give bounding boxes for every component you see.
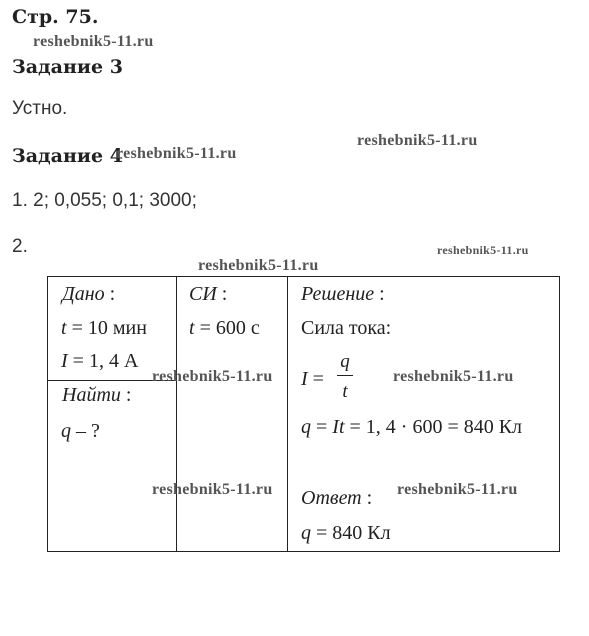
- solution-heading: Решение :: [301, 283, 385, 305]
- solution-text: Сила тока:: [301, 317, 392, 339]
- find-charge: q – ?: [61, 420, 100, 442]
- find-heading: Найти :: [62, 384, 132, 406]
- formula-lhs: I =: [301, 368, 324, 390]
- given-time: t = 10 мин: [61, 317, 147, 339]
- task3-text: Устно.: [12, 98, 68, 119]
- table-divider: [176, 277, 177, 551]
- watermark: reshebnik5-11.ru: [152, 368, 273, 385]
- si-heading: СИ :: [189, 283, 228, 305]
- watermark: reshebnik5-11.ru: [116, 145, 237, 162]
- watermark: reshebnik5-11.ru: [393, 368, 514, 385]
- task3-title: Задание 3: [12, 56, 123, 78]
- task4-item1: 1. 2; 0,055; 0,1; 3000;: [12, 190, 197, 211]
- page-label: Стр. 75.: [12, 6, 99, 28]
- formula-denominator: t: [342, 381, 348, 402]
- watermark: reshebnik5-11.ru: [152, 481, 273, 498]
- fraction-bar: [337, 375, 353, 376]
- watermark: reshebnik5-11.ru: [198, 257, 319, 274]
- answer-value: q = 840 Кл: [301, 522, 391, 544]
- task4-item2: 2.: [12, 236, 28, 257]
- table-divider: [287, 277, 288, 551]
- calculation: q = It = 1, 4 · 600 = 840 Кл: [301, 416, 523, 438]
- given-current: I = 1, 4 А: [61, 350, 139, 372]
- si-time: t = 600 с: [189, 317, 260, 339]
- watermark: reshebnik5-11.ru: [437, 243, 529, 257]
- given-heading: Дано :: [62, 283, 116, 305]
- watermark: reshebnik5-11.ru: [397, 481, 518, 498]
- answer-heading: Ответ :: [301, 487, 373, 509]
- formula-numerator: q: [340, 351, 350, 372]
- watermark: reshebnik5-11.ru: [33, 33, 154, 50]
- solution-table: [47, 276, 560, 552]
- watermark: reshebnik5-11.ru: [357, 132, 478, 149]
- task4-title: Задание 4: [12, 145, 123, 167]
